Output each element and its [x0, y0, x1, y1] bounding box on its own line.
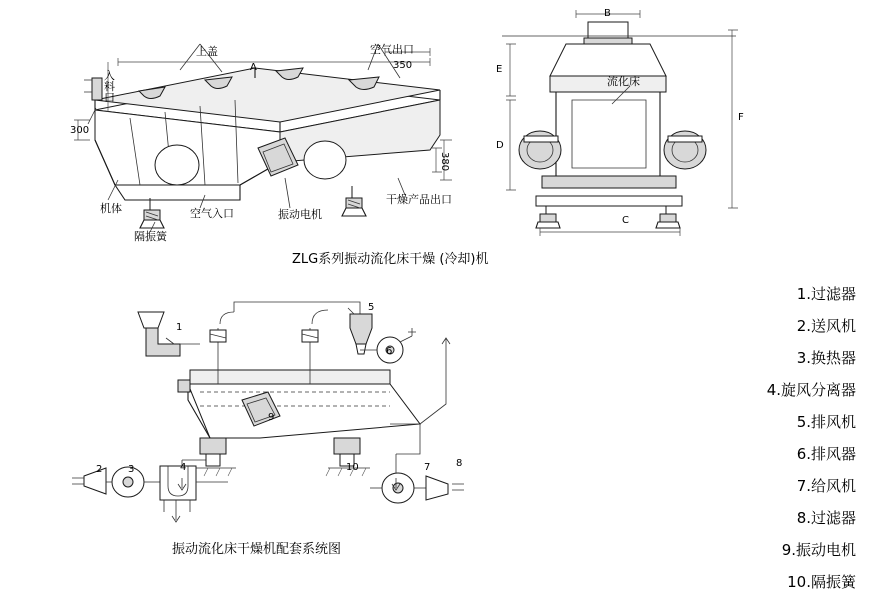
label-dim-f: F [738, 112, 744, 123]
top-right-machine-drawing [480, 0, 770, 250]
label-dim-e: E [496, 64, 503, 75]
legend-item-6: 6.排风器 [796, 445, 856, 463]
label-feed-inlet: 入料口 [104, 69, 115, 104]
legend-list [676, 278, 856, 598]
legend-item-3: 3.换热器 [796, 349, 856, 367]
system-flow-diagram [60, 288, 580, 558]
system-number-7: 7 [424, 462, 431, 473]
caption-main: ZLG系列振动流化床干燥 (冷却)机 [292, 252, 489, 267]
label-machine-body: 机体 [100, 202, 122, 215]
system-number-5: 5 [368, 302, 375, 313]
label-dim-a: A [250, 62, 257, 73]
legend-item-9: 9.振动电机 [781, 541, 856, 559]
label-dim-350: 350 [393, 60, 413, 71]
legend-item-2: 2.送风机 [796, 317, 856, 335]
label-dim-b: B [604, 8, 611, 19]
system-number-9: 9 [268, 412, 275, 423]
label-lid: 上盖 [196, 45, 218, 58]
label-vibration-isolating-spring: 隔振簧 [134, 230, 167, 243]
legend-item-7: 7.给风机 [796, 477, 856, 495]
legend-item-10: 10.隔振簧 [787, 573, 856, 591]
system-number-2: 2 [96, 464, 103, 475]
label-fluid-bed: 流化床 [607, 75, 640, 88]
label-dim-d: D [496, 140, 504, 151]
label-air-inlet: 空气入口 [190, 207, 234, 220]
label-air-outlet: 空气出口 [370, 43, 414, 56]
system-number-6: 6 [386, 346, 393, 357]
label-dim-380: 380 [439, 152, 450, 172]
system-number-10: 10 [346, 462, 359, 473]
system-number-8: 8 [456, 458, 463, 469]
label-dim-c: C [622, 215, 629, 226]
label-vibration-motor: 振动电机 [278, 208, 322, 221]
system-number-1: 1 [176, 322, 183, 333]
label-dry-product-outlet: 干燥产品出口 [386, 193, 452, 206]
system-number-3: 3 [128, 464, 135, 475]
legend-item-8: 8.过滤器 [796, 509, 856, 527]
label-dim-300: 300 [70, 125, 90, 136]
caption-system: 振动流化床干燥机配套系统图 [172, 542, 342, 557]
legend-item-1: 1.过滤器 [796, 285, 856, 303]
legend-item-5: 5.排风机 [796, 413, 856, 431]
system-number-4: 4 [180, 462, 187, 473]
legend-item-4: 4.旋风分离器 [766, 381, 856, 399]
